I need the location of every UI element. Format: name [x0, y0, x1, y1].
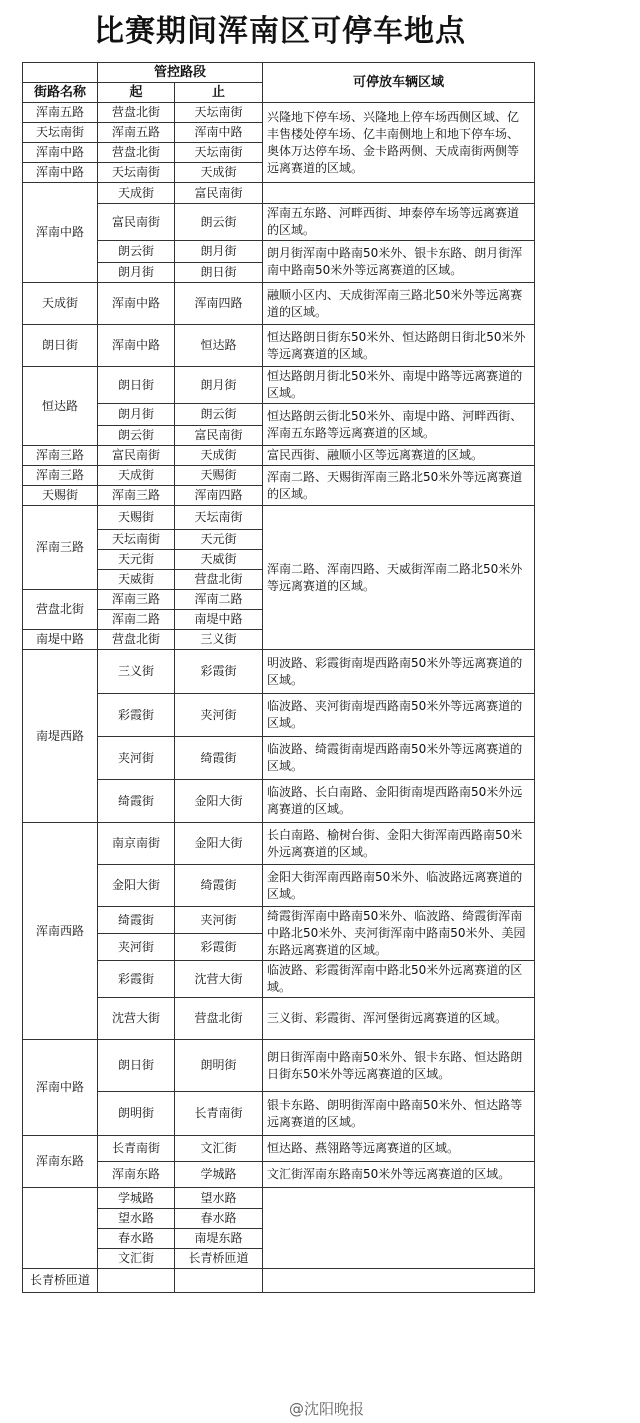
from-cell: 营盘北街: [98, 143, 175, 163]
from-cell: 营盘北街: [98, 630, 175, 650]
table-row: [23, 241, 535, 263]
to-cell: 天成街: [175, 163, 263, 183]
street-name-cell: 恒达路: [23, 367, 98, 446]
table-row: [23, 1269, 535, 1293]
from-cell: 三义街: [98, 650, 175, 694]
from-cell: 朗日街: [98, 1040, 175, 1092]
header-section: 管控路段: [98, 63, 263, 83]
parking-area-cell: 富民西街、融顺小区等远离赛道的区域。: [263, 446, 535, 466]
street-name-cell: [23, 1188, 98, 1269]
table-row: [23, 404, 535, 426]
to-cell: 天威街: [175, 550, 263, 570]
to-cell: 朗日街: [175, 263, 263, 283]
table-row: [23, 907, 535, 934]
table-row: [23, 694, 535, 737]
from-cell: 夹河街: [98, 737, 175, 780]
to-cell: 长青南街: [175, 1092, 263, 1136]
page-title: 比赛期间浑南区可停车地点: [94, 14, 466, 49]
from-cell: 浑南中路: [98, 325, 175, 367]
from-cell: 朗明街: [98, 1092, 175, 1136]
from-cell: 浑南三路: [98, 590, 175, 610]
street-name-cell: 浑南西路: [23, 823, 98, 1040]
to-cell: 文汇街: [175, 1136, 263, 1162]
parking-area-cell: 恒达路朗日街东50米外、恒达路朗日街北50米外等远离赛道的区域。: [263, 325, 535, 367]
from-cell: 彩霞街: [98, 694, 175, 737]
table-row: [23, 183, 535, 204]
parking-area-cell: 临波路、彩霞街浑南中路北50米外远离赛道的区域。: [263, 961, 535, 998]
to-cell: 浑南四路: [175, 486, 263, 506]
street-name-cell: 浑南中路: [23, 143, 98, 163]
to-cell: 浑南二路: [175, 590, 263, 610]
table-row: [23, 506, 535, 530]
header-street: 街路名称: [23, 83, 98, 103]
to-cell: 天坛南街: [175, 506, 263, 530]
from-cell: 朗云街: [98, 426, 175, 446]
from-cell: 长青南街: [98, 1136, 175, 1162]
parking-area-cell: 恒达路朗云街北50米外、南堤中路、河畔西街、浑南五东路等远离赛道的区域。: [263, 404, 535, 446]
to-cell: 望水路: [175, 1188, 263, 1209]
from-cell: 望水路: [98, 1209, 175, 1229]
table-row: [23, 1092, 535, 1136]
parking-area-cell: [263, 183, 535, 204]
header-from: 起: [98, 83, 175, 103]
parking-area-cell: 临波路、绮霞街南堤西路南50米外等远离赛道的区域。: [263, 737, 535, 780]
from-cell: 浑南中路: [98, 283, 175, 325]
street-name-cell: 天成街: [23, 283, 98, 325]
to-cell: 朗云街: [175, 204, 263, 241]
to-cell: 朗云街: [175, 404, 263, 426]
to-cell: 天坛南街: [175, 143, 263, 163]
to-cell: 沈营大街: [175, 961, 263, 998]
from-cell: 绮霞街: [98, 907, 175, 934]
table-row: [23, 325, 535, 367]
street-name-cell: 浑南东路: [23, 1136, 98, 1188]
to-cell: 夹河街: [175, 907, 263, 934]
street-name-cell: 浑南五路: [23, 103, 98, 123]
to-cell: [175, 1269, 263, 1293]
to-cell: 天元街: [175, 530, 263, 550]
to-cell: 绮霞街: [175, 737, 263, 780]
to-cell: 金阳大街: [175, 780, 263, 823]
from-cell: 朗月街: [98, 263, 175, 283]
from-cell: 浑南二路: [98, 610, 175, 630]
from-cell: 营盘北街: [98, 103, 175, 123]
to-cell: 浑南中路: [175, 123, 263, 143]
to-cell: 浑南四路: [175, 283, 263, 325]
table-row: [23, 998, 535, 1040]
street-name-cell: 南堤中路: [23, 630, 98, 650]
table-row: [23, 650, 535, 694]
from-cell: 浑南东路: [98, 1162, 175, 1188]
to-cell: 夹河街: [175, 694, 263, 737]
from-cell: 学城路: [98, 1188, 175, 1209]
from-cell: 夹河街: [98, 934, 175, 961]
parking-area-cell: 长白南路、榆树台街、金阳大街浑南西路南50米外远离赛道的区域。: [263, 823, 535, 865]
parking-area-cell: 文汇街浑南东路南50米外等远离赛道的区域。: [263, 1162, 535, 1188]
parking-area-cell: 恒达路、燕翎路等远离赛道的区域。: [263, 1136, 535, 1162]
to-cell: 富民南街: [175, 183, 263, 204]
street-name-cell: 天坛南街: [23, 123, 98, 143]
to-cell: 朗明街: [175, 1040, 263, 1092]
parking-area-cell: 兴隆地下停车场、兴隆地上停车场西侧区域、亿丰售楼处停车场、亿丰南侧地上和地下停车场、奥体万达停车场、金卡路两侧、天成南街两侧等远离赛道的区域。: [263, 103, 535, 183]
from-cell: 朗云街: [98, 241, 175, 263]
header-empty: [23, 63, 98, 83]
table-row: [23, 466, 535, 486]
from-cell: 天元街: [98, 550, 175, 570]
parking-area-cell: 三义街、彩霞街、浑河堡街远离赛道的区域。: [263, 998, 535, 1040]
header-to: 止: [175, 83, 263, 103]
table-row: [23, 737, 535, 780]
to-cell: 学城路: [175, 1162, 263, 1188]
street-name-cell: 浑南三路: [23, 466, 98, 486]
from-cell: 浑南五路: [98, 123, 175, 143]
street-name-cell: 浑南中路: [23, 1040, 98, 1136]
parking-area-cell: 绮霞街浑南中路南50米外、临波路、绮霞街浑南中路北50米外、夹河街浑南中路南50米外、美园东路远离赛道的区域。: [263, 907, 535, 961]
parking-area-cell: 融顺小区内、天成街浑南三路北50米外等远离赛道的区域。: [263, 283, 535, 325]
to-cell: 长青桥匝道: [175, 1249, 263, 1269]
from-cell: 南京南街: [98, 823, 175, 865]
to-cell: 南堤东路: [175, 1229, 263, 1249]
table-row: [23, 1040, 535, 1092]
from-cell: 天坛南街: [98, 530, 175, 550]
street-name-cell: 朗日街: [23, 325, 98, 367]
table-row: [23, 446, 535, 466]
source-watermark: @沈阳晚报: [288, 1400, 364, 1418]
from-cell: 朗月街: [98, 404, 175, 426]
street-name-cell: 南堤西路: [23, 650, 98, 823]
table-row: [23, 283, 535, 325]
to-cell: 春水路: [175, 1209, 263, 1229]
from-cell: 富民南街: [98, 204, 175, 241]
parking-area-cell: 朗月街浑南中路南50米外、银卡东路、朗月街浑南中路南50米外等远离赛道的区域。: [263, 241, 535, 283]
parking-area-cell: 金阳大街浑南西路南50米外、临波路远离赛道的区域。: [263, 865, 535, 907]
table-row: [23, 1162, 535, 1188]
table-row: [23, 103, 535, 123]
table-row: [23, 367, 535, 404]
parking-area-cell: 朗日街浑南中路南50米外、银卡东路、恒达路朗日街东50米外等远离赛道的区域。: [263, 1040, 535, 1092]
table-row: [23, 865, 535, 907]
table-row: [23, 780, 535, 823]
to-cell: 三义街: [175, 630, 263, 650]
to-cell: 南堤中路: [175, 610, 263, 630]
to-cell: 营盘北街: [175, 998, 263, 1040]
table-row: [23, 961, 535, 998]
to-cell: 营盘北街: [175, 570, 263, 590]
to-cell: 天坛南街: [175, 103, 263, 123]
table-row: [23, 823, 535, 865]
parking-area-cell: 恒达路朗月街北50米外、南堤中路等远离赛道的区域。: [263, 367, 535, 404]
parking-area-cell: 浑南二路、天赐街浑南三路北50米外等远离赛道的区域。: [263, 466, 535, 506]
to-cell: 天成街: [175, 446, 263, 466]
parking-area-cell: 明波路、彩霞街南堤西路南50米外等远离赛道的区域。: [263, 650, 535, 694]
from-cell: 天赐街: [98, 506, 175, 530]
from-cell: 天坛南街: [98, 163, 175, 183]
to-cell: 金阳大街: [175, 823, 263, 865]
parking-area-cell: [263, 1188, 535, 1269]
header-area: 可停放车辆区域: [263, 63, 535, 103]
parking-area-cell: [263, 1269, 535, 1293]
parking-area-cell: 浑南二路、浑南四路、天威街浑南二路北50米外等远离赛道的区域。: [263, 506, 535, 650]
street-name-cell: 浑南三路: [23, 446, 98, 466]
parking-table: [22, 62, 535, 1293]
to-cell: 彩霞街: [175, 934, 263, 961]
table-row: [23, 204, 535, 241]
from-cell: 浑南三路: [98, 486, 175, 506]
from-cell: 天成街: [98, 466, 175, 486]
to-cell: 绮霞街: [175, 865, 263, 907]
from-cell: 天威街: [98, 570, 175, 590]
table-row: [23, 1136, 535, 1162]
from-cell: 绮霞街: [98, 780, 175, 823]
parking-area-cell: 临波路、夹河街南堤西路南50米外等远离赛道的区域。: [263, 694, 535, 737]
to-cell: 朗月街: [175, 241, 263, 263]
from-cell: 金阳大街: [98, 865, 175, 907]
parking-area-cell: 浑南五东路、河畔西街、坤泰停车场等远离赛道的区域。: [263, 204, 535, 241]
street-name-cell: 营盘北街: [23, 590, 98, 630]
street-name-cell: 长青桥匝道: [23, 1269, 98, 1293]
to-cell: 彩霞街: [175, 650, 263, 694]
parking-area-cell: 银卡东路、朗明街浑南中路南50米外、恒达路等远离赛道的区域。: [263, 1092, 535, 1136]
from-cell: 春水路: [98, 1229, 175, 1249]
to-cell: 恒达路: [175, 325, 263, 367]
table-row: [23, 1188, 535, 1209]
parking-area-cell: 临波路、长白南路、金阳街南堤西路南50米外远离赛道的区域。: [263, 780, 535, 823]
street-name-cell: 浑南三路: [23, 506, 98, 590]
to-cell: 富民南街: [175, 426, 263, 446]
from-cell: [98, 1269, 175, 1293]
from-cell: 天成街: [98, 183, 175, 204]
from-cell: 彩霞街: [98, 961, 175, 998]
from-cell: 沈营大街: [98, 998, 175, 1040]
from-cell: 富民南街: [98, 446, 175, 466]
street-name-cell: 天赐街: [23, 486, 98, 506]
street-name-cell: 浑南中路: [23, 183, 98, 283]
from-cell: 文汇街: [98, 1249, 175, 1269]
to-cell: 天赐街: [175, 466, 263, 486]
to-cell: 朗月街: [175, 367, 263, 404]
street-name-cell: 浑南中路: [23, 163, 98, 183]
from-cell: 朗日街: [98, 367, 175, 404]
